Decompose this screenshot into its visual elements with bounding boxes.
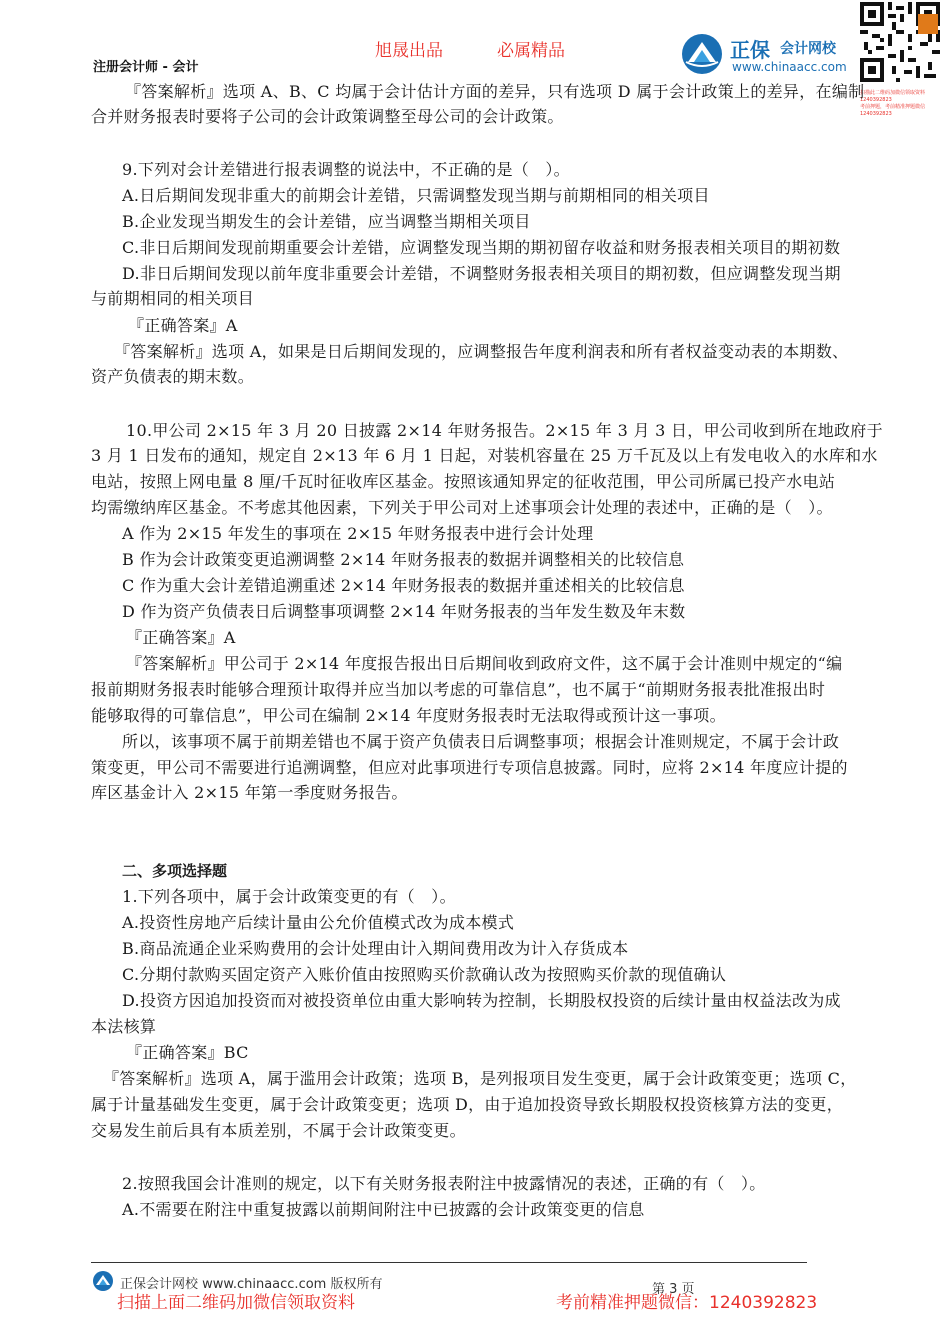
option-line: B.企业发现当期发生的会计差错，应当调整当期相关项目 bbox=[122, 212, 531, 231]
para-line: 『答案解析』选项 A、B、C 均属于会计估计方面的差异，只有选项 D 属于会计政策上的差异，在编制 bbox=[125, 82, 865, 101]
question-stem: 10.甲公司 2×15 年 3 月 20 日披露 2×14 年财务报告。2×15 年 3 月 3 日，甲公司收到所在地政府于 bbox=[126, 421, 883, 440]
document-category: 注册会计师 - 会计 bbox=[93, 60, 199, 75]
option-line: C 作为重大会计差错追溯重述 2×14 年财务报表的数据并重述相关的比较信息 bbox=[122, 576, 685, 595]
correct-answer: 『正确答案』A bbox=[128, 316, 238, 335]
option-line: D.非日后期间发现以前年度非重要会计差错，不调整财务报表相关项目的期初数，但应调整发现当期 bbox=[122, 264, 841, 283]
qr-code-icon bbox=[860, 2, 940, 82]
company-logo bbox=[680, 28, 850, 78]
footer-promo-right: 考前精准押题微信：1240392823 bbox=[556, 1293, 818, 1313]
logo-mark-icon bbox=[680, 32, 724, 76]
option-line: A.日后期间发现非重大的前期会计差错，只需调整发现当期与前期相同的相关项目 bbox=[122, 186, 710, 205]
question-stem: 1.下列各项中，属于会计政策变更的有（ ）。 bbox=[122, 887, 456, 906]
option-line: A.不需要在附注中重复披露以前期间附注中已披露的会计政策变更的信息 bbox=[122, 1200, 645, 1219]
para-line: 合并财务报表时要将子公司的会计政策调整至母公司的会计政策。 bbox=[91, 107, 564, 126]
option-line: C.非日后期间发现前期重要会计差错，应调整发现当期的期初留存收益和财务报表相关项目的期初数 bbox=[122, 238, 841, 257]
option-line: 本法核算 bbox=[91, 1017, 157, 1036]
question-stem: 3 月 1 日发布的通知，规定自 2×13 年 6 月 1 日起，对装机容量在 25 万千瓦及以上有发电收入的水库和水 bbox=[91, 446, 878, 465]
answer-analysis: 『答案解析』甲公司于 2×14 年度报告报出日后期间收到政府文件，这不属于会计准则中规定的“编 bbox=[126, 654, 843, 673]
qr-caption-2: 考前押题，考前精准押题微信 1240392823 bbox=[860, 104, 926, 117]
answer-analysis: 『答案解析』选项 A，如果是日后期间发现的，应调整报告年度利润表和所有者权益变动表的本期数、 bbox=[114, 342, 849, 361]
option-line: D 作为资产负债表日后调整事项调整 2×14 年财务报表的当年发生数及年末数 bbox=[122, 602, 686, 621]
option-line: A.投资性房地产后续计量由公允价值模式改为成本模式 bbox=[122, 913, 515, 932]
option-line: B.商品流通企业采购费用的会计处理由计入期间费用改为计入存货成本 bbox=[122, 939, 629, 958]
footer-divider bbox=[91, 1262, 807, 1263]
option-line: D.投资方因追加投资而对被投资单位由重大影响转为控制，长期股权投资的后续计量由权益法改为成 bbox=[122, 991, 841, 1010]
logo-name: 正保 bbox=[730, 38, 770, 62]
question-stem: 2.按照我国会计准则的规定，以下有关财务报表附注中披露情况的表述，正确的有（ ）。 bbox=[122, 1174, 766, 1193]
footer-copyright: 正保会计网校 www.chinaacc.com 版权所有 bbox=[120, 1277, 383, 1292]
logo-url: www.chinaacc.com bbox=[732, 60, 847, 74]
footer-page-number: 第 3 页 bbox=[652, 1282, 695, 1297]
question-stem: 9.下列对会计差错进行报表调整的说法中，不正确的是（ ）。 bbox=[122, 160, 570, 179]
answer-analysis: 交易发生前后具有本质差别，不属于会计政策变更。 bbox=[91, 1121, 466, 1140]
correct-answer: 『正确答案』A bbox=[126, 628, 236, 647]
answer-analysis: 资产负债表的期末数。 bbox=[91, 367, 255, 386]
correct-answer: 『正确答案』BC bbox=[126, 1043, 249, 1062]
section-heading: 二、多项选择题 bbox=[122, 862, 228, 880]
answer-analysis: 库区基金计入 2×15 年第一季度财务报告。 bbox=[91, 783, 408, 802]
answer-analysis: 能够取得的可靠信息”，甲公司在编制 2×14 年度财务报表时无法取得或预计这一事项。 bbox=[91, 706, 726, 725]
answer-analysis: 属于计量基础发生变更，属于会计政策变更；选项 D，由于追加投资导致长期股权投资核算方法的变更， bbox=[91, 1095, 844, 1114]
answer-analysis: 策变更，甲公司不需要进行追溯调整，但应对此事项进行专项信息披露。同时，应将 2×14 年度应计提的 bbox=[91, 758, 848, 777]
option-line: A 作为 2×15 年发生的事项在 2×15 年财务报表中进行会计处理 bbox=[122, 524, 594, 543]
option-line: C.分期付款购买固定资产入账价值由按照购买价款确认改为按照购买价款的现值确认 bbox=[122, 965, 727, 984]
answer-analysis: 报前期财务报表时能够合理预计取得并应当加以考虑的可靠信息”，也不属于“前期财务报表批准报出时 bbox=[91, 680, 826, 699]
option-line: B 作为会计政策变更追溯调整 2×14 年财务报表的数据并调整相关的比较信息 bbox=[122, 550, 685, 569]
footer-logo-icon bbox=[92, 1270, 114, 1292]
question-stem: 均需缴纳库区基金。不考虑其他因素，下列关于甲公司对上述事项会计处理的表述中，正确的是（ ）。 bbox=[91, 498, 833, 517]
option-line: 与前期相同的相关项目 bbox=[91, 289, 255, 308]
answer-analysis: 所以，该事项不属于前期差错也不属于资产负债表日后调整事项；根据会计准则规定，不属于会计政 bbox=[122, 732, 840, 751]
wechat-qr-code bbox=[860, 2, 944, 116]
qr-caption-1: 扫描此二维码加微信领取资料 1240392823 bbox=[860, 90, 926, 103]
header-tag-left: 旭晟出品 bbox=[375, 41, 443, 61]
logo-subtitle: 会计网校 bbox=[780, 41, 836, 57]
answer-analysis: 『答案解析』选项 A，属于滥用会计政策；选项 B，是列报项目发生变更，属于会计政策变更；选项 C， bbox=[103, 1069, 857, 1088]
question-stem: 电站，按照上网电量 8 厘/千瓦时征收库区基金。按照该通知界定的征收范围，甲公司所属已投产水电站 bbox=[91, 472, 836, 491]
header-tag-right: 必属精品 bbox=[497, 41, 565, 61]
footer-promo-left: 扫描上面二维码加微信领取资料 bbox=[117, 1293, 355, 1313]
